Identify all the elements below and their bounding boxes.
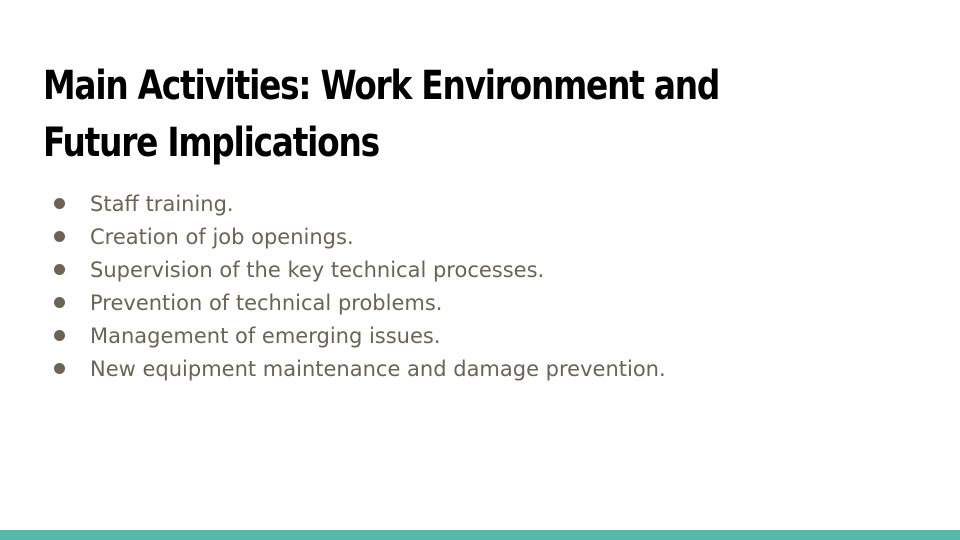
- bullet-item: [54, 286, 666, 319]
- accent-bar: [0, 530, 960, 540]
- bullet-dot-icon: [54, 198, 65, 209]
- bullet-text: Supervision of the key technical processes.: [90, 257, 545, 282]
- bullet-dot-icon: [54, 264, 65, 275]
- bullet-text: Prevention of technical problems.: [90, 290, 443, 315]
- bullet-item: [54, 253, 666, 286]
- bullet-text: Creation of job openings.: [90, 224, 354, 249]
- bullet-dot-icon: [54, 297, 65, 308]
- bullet-dot-icon: [54, 363, 65, 374]
- bullet-item: [54, 187, 666, 220]
- bullet-dot-icon: [54, 231, 65, 242]
- bullet-list: [54, 187, 666, 385]
- bullet-text: Staff training.: [90, 191, 234, 216]
- bullet-item: [54, 352, 666, 385]
- bullet-item: [54, 319, 666, 352]
- slide-title: Main Activities: Work Environment and Future Implications: [43, 63, 720, 166]
- bullet-text: Management of emerging issues.: [90, 323, 441, 348]
- bullet-dot-icon: [54, 330, 65, 341]
- bullet-item: [54, 220, 666, 253]
- bullet-text: New equipment maintenance and damage prevention.: [90, 356, 666, 381]
